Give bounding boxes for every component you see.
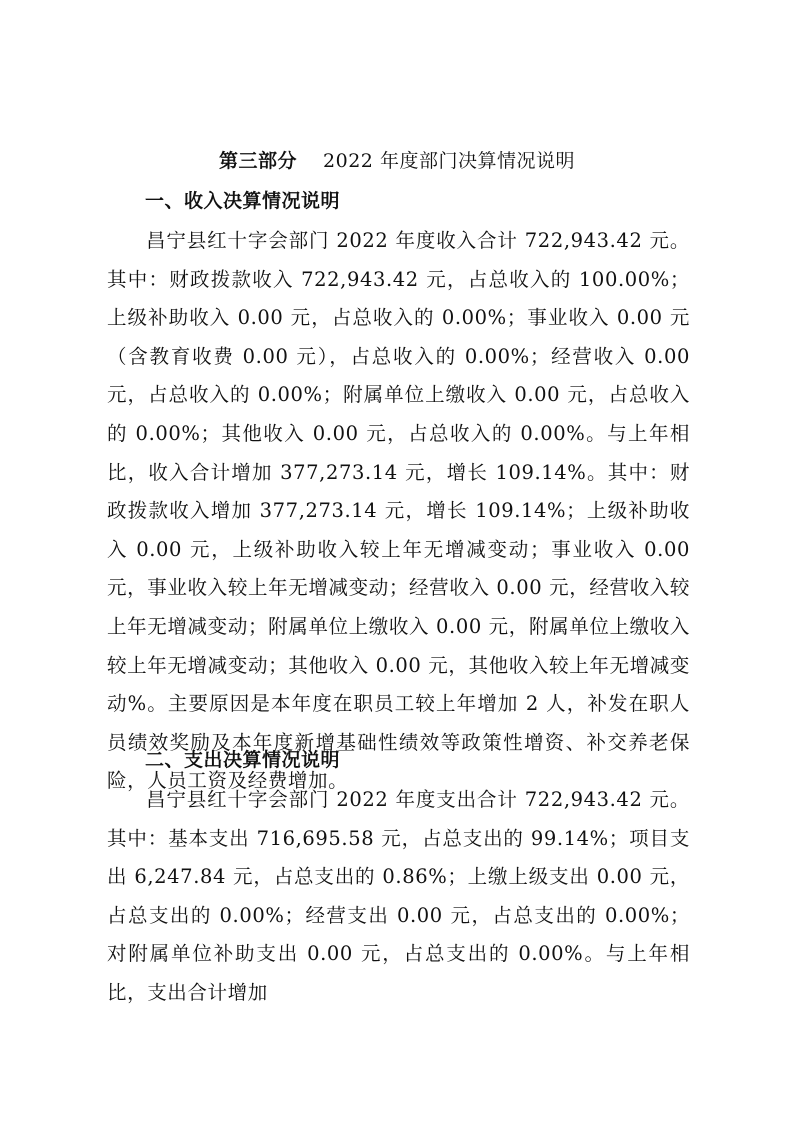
income-section-paragraph: 昌宁县红十字会部门 2022 年度收入合计 722,943.42 元。其中：财政拨款收入 722,943.42 元，占总收入的 100.00%；上级补助收入 0.00 元，占总收入的 0.00%；事业收入 0.00 元（含教育收费 0.00 元），占总收入的 0.00%；经营收入 0.00 元，占总收入的 0.00%；附属单位上缴收入 0.00 元，占总收入的 0.00%；其他收入 0.00 元，占总收入的 0.00%。与上年相比，收入合计增加 377,273.14 元，增长 109.14%。其中：财政拨款收入增加 377,273.14 元，增长 109.14%；上级补助收入 0.00 元，上级补助收入较上年无增减变动；事业收入 0.00 元，事业收入较上年无增减变动；经营收入 0.00 元，经营收入较上年无增减变动；附属单位上缴收入 0.00 元，附属单位上缴收入较上年无增减变动；其他收入 0.00 元，其他收入较上年无增减变动%。主要原因是本年度在职员工较上年增加 2 人，补发在职人员绩效奖励及本年度新增基础性绩效等政策性增资、补交养老保险，人员工资及经费增加。 [107,229,690,793]
expenditure-section-heading: 二、支出决算情况说明 [145,749,341,771]
income-section-heading: 一、收入决算情况说明 [145,190,341,212]
title-rest: 2022 年度部门决算情况说明 [323,150,575,172]
title-part: 第三部分 [219,150,298,172]
page-title [0,146,794,176]
expenditure-section-paragraph: 昌宁县红十字会部门 2022 年度支出合计 722,943.42 元。其中：基本支出 716,695.58 元，占总支出的 99.14%；项目支出 6,247.84 元，占总支出的 0.86%；上缴上级支出 0.00 元，占总支出的 0.00%；经营支出 0.00 元，占总支出的 0.00%；对附属单位补助支出 0.00 元，占总支出的 0.00%。与上年相比，支出合计增加 [107,788,690,1004]
